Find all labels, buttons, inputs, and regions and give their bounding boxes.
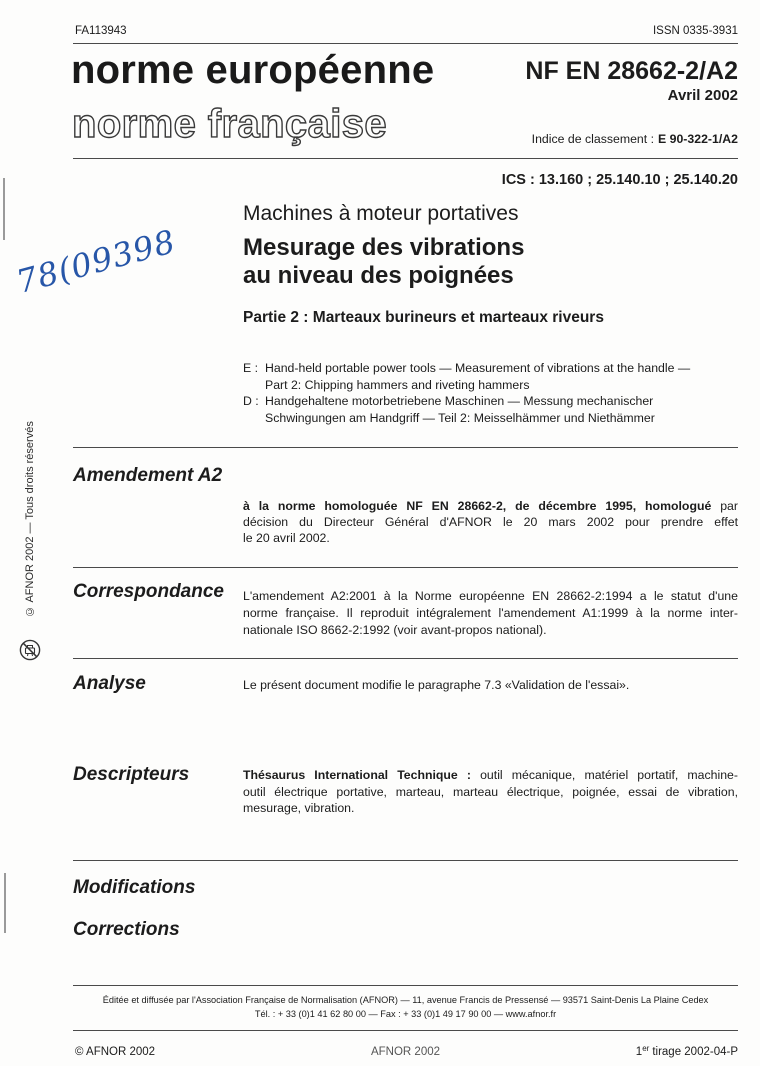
section-heading-correspondance: Correspondance [73, 581, 224, 602]
section-heading-amendement: Amendement A2 [73, 465, 223, 486]
section-rule [73, 567, 738, 568]
scan-edge-mark [3, 178, 5, 240]
body-text: outil électrique portative, marteau, marteau électrique, poignée, essai de vibration, [243, 784, 738, 799]
classification-index [532, 132, 738, 147]
body-text: par [711, 499, 738, 513]
translation-german [243, 393, 738, 426]
standard-number: NF EN 28662-2/A2 [525, 57, 738, 85]
copyright-notice: © AFNOR 2002 [75, 1046, 156, 1058]
classification-label: Indice de classement : [531, 132, 655, 146]
title-rule [73, 158, 738, 159]
paragraph-line [243, 514, 738, 530]
translation-line: Part 2: Chipping hammers and riveting hammers [265, 377, 530, 392]
section-body-analyse [243, 677, 738, 693]
printing-number: 1 [635, 1046, 643, 1058]
translation-english [243, 360, 738, 393]
printing-suffix: er [642, 1044, 650, 1053]
printing-info [636, 1045, 738, 1059]
translation-prefix: D : [243, 394, 259, 408]
subject-category: Machines à moteur portatives [243, 202, 519, 225]
body-text: norme française. Il reproduit intégralement l'amendement A1:1999 à la norme inter- [243, 606, 738, 620]
body-text: décision du Directeur Général d'AFNOR le 20 mars 2002 pour prendre effet [243, 515, 738, 529]
classification-code: E 90-322-1/A2 [658, 132, 738, 146]
section-body-amendement [243, 498, 738, 546]
section-heading-analyse: Analyse [73, 673, 146, 694]
reference-code: FA113943 [75, 25, 127, 37]
paragraph-line [243, 784, 738, 801]
section-rule [73, 860, 738, 861]
translation-line: Handgehaltene motorbetriebene Maschinen — Messung mechanischer [265, 394, 654, 408]
footer-rule [73, 985, 738, 986]
section-heading-modifications: Modifications [73, 877, 196, 898]
scan-edge-mark [4, 873, 6, 933]
section-body-descripteurs [243, 767, 738, 817]
translation-line: Schwingungen am Handgriff — Teil 2: Meisselhämmer und Niethämmer [265, 410, 655, 425]
body-text: mesurage, vibration. [243, 801, 355, 815]
contact-info: Tél. : + 33 (0)1 41 62 80 00 — Fax : + 33 (0)1 49 17 90 00 — www.afnor.fr [254, 1009, 557, 1019]
subject-part: Partie 2 : Marteaux burineurs et marteaux riveurs [243, 309, 604, 326]
copyright-side-notice: © AFNOR 2002 — Tous droits réservés [24, 421, 36, 617]
paragraph-line [243, 800, 738, 817]
section-body-correspondance [243, 588, 738, 639]
paragraph-line [243, 622, 738, 639]
body-text: L'amendement A2:2001 à la Norme européenne EN 28662-2:1994 a le statut d'une [243, 589, 738, 603]
body-text: Le présent document modifie le paragraphe 7.3 «Validation de l'essai». [243, 678, 630, 692]
ics-codes: ICS : 13.160 ; 25.140.10 ; 25.140.20 [501, 172, 738, 188]
footer-rule [73, 1030, 738, 1031]
paragraph-line [243, 530, 738, 546]
subject-title [243, 234, 524, 290]
body-text: le 20 avril 2002. [243, 531, 330, 545]
title-french: norme française [72, 102, 388, 146]
no-photocopy-logo-icon [19, 639, 41, 661]
section-heading-descripteurs: Descripteurs [73, 764, 190, 785]
bold-text: Thésaurus International Technique : [243, 768, 471, 782]
translation-line: Hand-held portable power tools — Measurement of vibrations at the handle — [265, 361, 691, 375]
body-text: nationale ISO 8662-2:1992 (voir avant-propos national). [243, 623, 547, 637]
handwritten-note: 78(09398 [12, 222, 180, 301]
title-european: norme européenne [71, 48, 435, 92]
paragraph-line [243, 677, 738, 693]
publisher-info: Éditée et diffusée par l'Association Française de Normalisation (AFNOR) — 11, avenue Francis de Pressensé — 93571 Saint-Denis La Plaine Cedex [102, 995, 709, 1005]
issn-number: ISSN 0335-3931 [652, 25, 738, 37]
paragraph-line [243, 498, 738, 514]
publication-date: Avril 2002 [667, 87, 738, 104]
section-rule [73, 658, 738, 659]
paragraph-line [243, 588, 738, 605]
subject-title-line: Mesurage des vibrations [243, 234, 525, 261]
section-heading-corrections: Corrections [73, 919, 180, 940]
translation-prefix: E : [243, 361, 259, 375]
subject-title-line: au niveau des poignées [243, 262, 514, 289]
title-translations [243, 360, 738, 426]
center-mark: AFNOR 2002 [370, 1046, 441, 1058]
bold-text: à la norme homologuée NF EN 28662-2, de décembre 1995, homologué [243, 499, 712, 513]
paragraph-line [243, 605, 738, 622]
body-text: outil mécanique, matériel portatif, machine- [470, 768, 738, 782]
section-rule [73, 447, 738, 448]
paragraph-line [243, 767, 738, 784]
header-rule [73, 43, 738, 44]
printing-label: tirage 2002-04-P [652, 1046, 738, 1058]
